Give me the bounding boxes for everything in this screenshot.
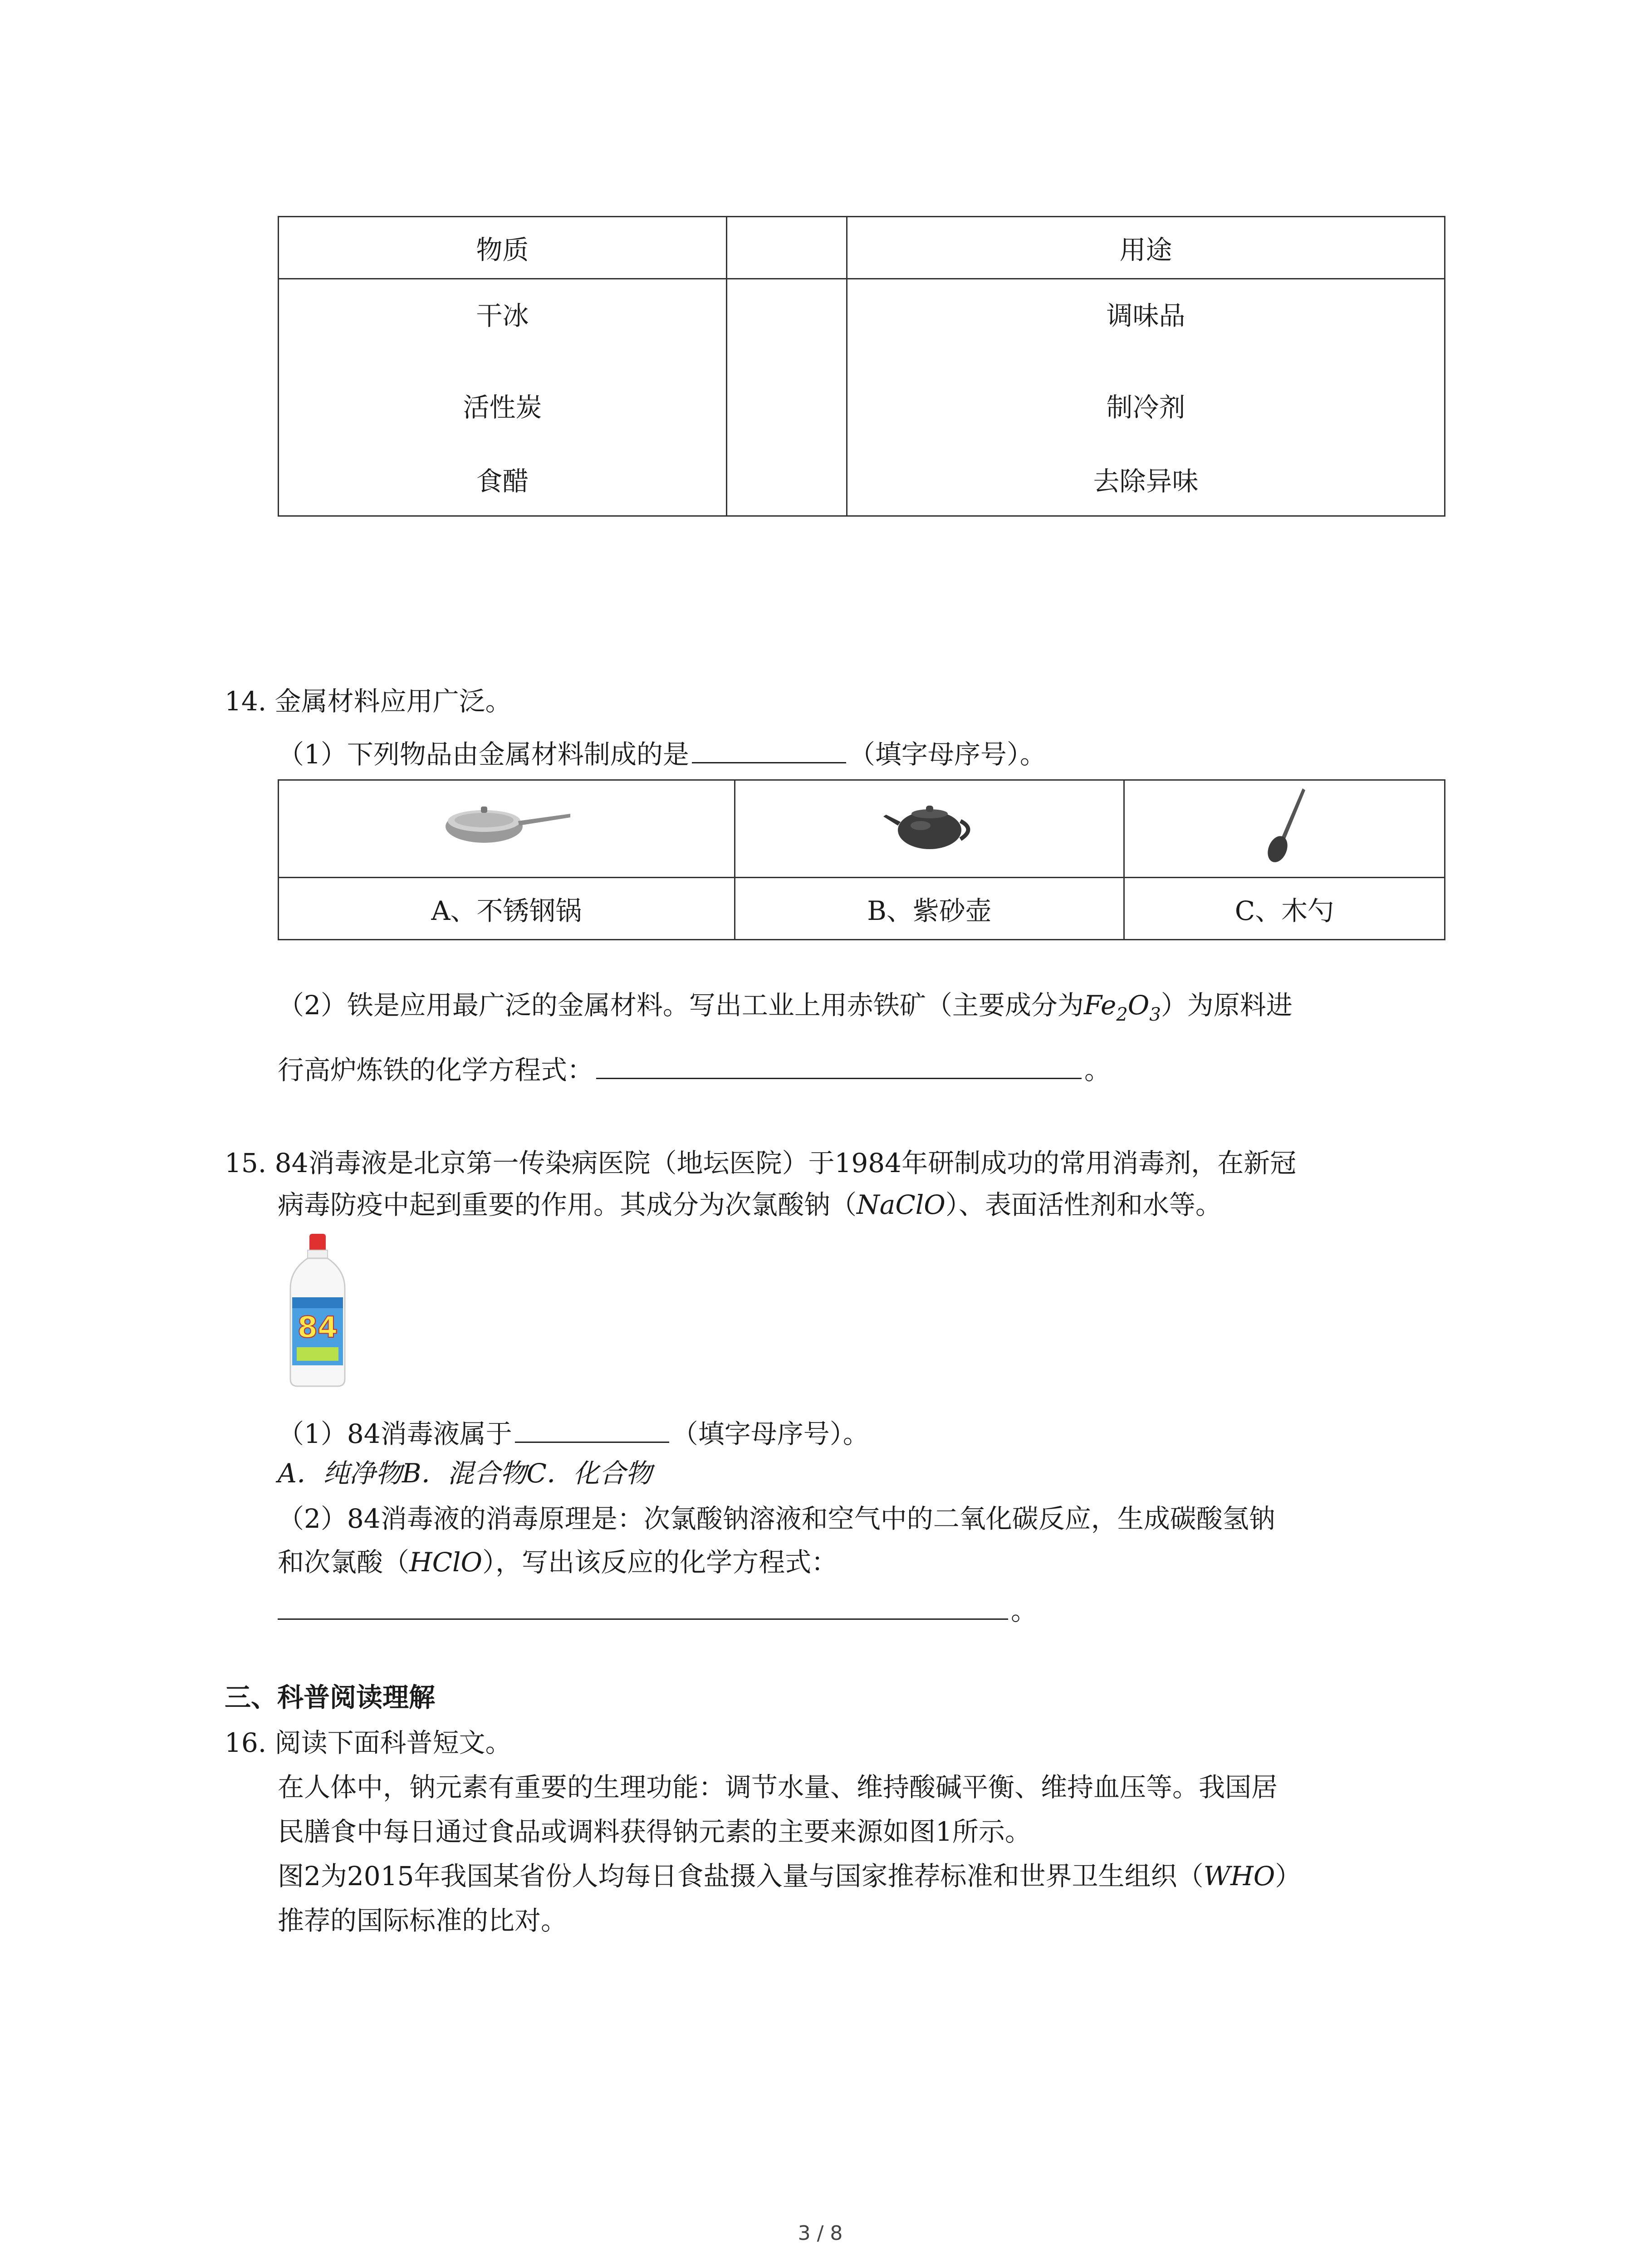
page-number: 3 / 8: [798, 2222, 843, 2245]
option-b: B、紫砂壶: [735, 878, 1124, 940]
q16-line4: 推荐的国际标准的比对。: [278, 1905, 568, 1936]
substance-item: 干冰: [476, 300, 529, 331]
q15-option-b: B．混合物: [402, 1458, 527, 1489]
option-c: C、木勺: [1124, 878, 1445, 940]
formula-fe2o3: $Fe_2O_3$: [1083, 990, 1161, 1025]
q15-part2-line1: （2）84消毒液的消毒原理是：次氯酸钠溶液和空气中的二氧化碳反应，生成碳酸氢钠: [278, 1503, 1275, 1534]
q15-part1: （1）84消毒液属于 （填字母序号）。: [278, 1415, 869, 1450]
q15-part2-line2: 和次氯酸（HClO），写出该反应的化学方程式：: [278, 1547, 838, 1578]
section3-title: 三、科普阅读理解: [225, 1682, 436, 1713]
spoon-icon: [1257, 785, 1312, 866]
q14-part2-line2: 行高炉炼铁的化学方程式： 。: [278, 1051, 1111, 1086]
q14-options-table: [278, 779, 1445, 940]
q14-part1-hint: （填字母序号）。: [848, 739, 1046, 770]
option-c-image-cell: [1124, 780, 1445, 878]
q15-option-a: A．纯净物: [278, 1458, 402, 1489]
answer-blank[interactable]: [515, 1415, 669, 1443]
substance-use-table: [278, 216, 1445, 517]
q14-part1: [278, 736, 1046, 771]
q14-part2-line1: [278, 989, 1293, 1031]
q14-part2-text-end: ）为原料进: [1161, 990, 1293, 1021]
q16-title: 16. 阅读下面科普短文。: [225, 1727, 512, 1758]
option-a: A、不锈钢锅: [279, 878, 735, 940]
q14-part2-text: （2）铁是应用最广泛的金属材料。写出工业上用赤铁矿（主要成分为: [278, 990, 1084, 1021]
use-column: [847, 279, 1445, 516]
q16-line3: 图2为2015年我国某省份人均每日食盐摄入量与国家推荐标准和世界卫生组织（WHO）: [278, 1861, 1302, 1892]
q14-part1-text: （1）下列物品由金属材料制成的是: [278, 739, 689, 770]
substance-item: 活性炭: [463, 392, 542, 423]
q14-part2-line2-text: 行高炉炼铁的化学方程式：: [278, 1055, 594, 1085]
use-item: 去除异味: [1093, 466, 1199, 497]
teapot-icon: [880, 794, 980, 857]
formula-naclo: NaClO: [857, 1189, 945, 1220]
disinfectant-bottle-image: [281, 1234, 354, 1388]
substance-column: [279, 279, 727, 516]
q15-line1: 15. 84消毒液是北京第一传染病医院（地坛医院）于1984年研制成功的常用消毒剂，在新冠: [225, 1148, 1297, 1178]
q15-line2: 病毒防疫中起到重要的作用。其成分为次氯酸钠（NaClO）、表面活性剂和水等。: [278, 1189, 1222, 1220]
bottle-label: 84: [297, 1311, 338, 1344]
table-blank-cell: [727, 279, 847, 516]
bottle-icon: [281, 1234, 354, 1388]
answer-blank[interactable]: [278, 1592, 1008, 1620]
pan-icon: [441, 794, 573, 857]
who-abbrev: WHO: [1203, 1861, 1275, 1892]
option-a-image-cell: [279, 780, 735, 878]
table-header-substance: 物质: [279, 217, 727, 279]
answer-blank[interactable]: [596, 1051, 1082, 1079]
table-header-blank: [727, 217, 847, 279]
q16-line1: 在人体中，钠元素有重要的生理功能：调节水量、维持酸碱平衡、维持血压等。我国居: [278, 1772, 1278, 1803]
q16-line2: 民膳食中每日通过食品或调料获得钠元素的主要来源如图1所示。: [278, 1816, 1031, 1847]
use-item: 制冷剂: [1106, 392, 1185, 423]
answer-blank[interactable]: [692, 736, 846, 763]
option-b-image-cell: [735, 780, 1124, 878]
use-item: 调味品: [1106, 300, 1185, 331]
table-header-use: 用途: [847, 217, 1445, 279]
q15-answer-line: 。: [278, 1592, 1037, 1627]
q15-option-c: C．化合物: [526, 1458, 652, 1489]
q15-options: [278, 1457, 652, 1490]
formula-hclo: HClO: [409, 1547, 483, 1578]
substance-item: 食醋: [476, 466, 529, 497]
q14-title: 14. 金属材料应用广泛。: [225, 686, 512, 717]
